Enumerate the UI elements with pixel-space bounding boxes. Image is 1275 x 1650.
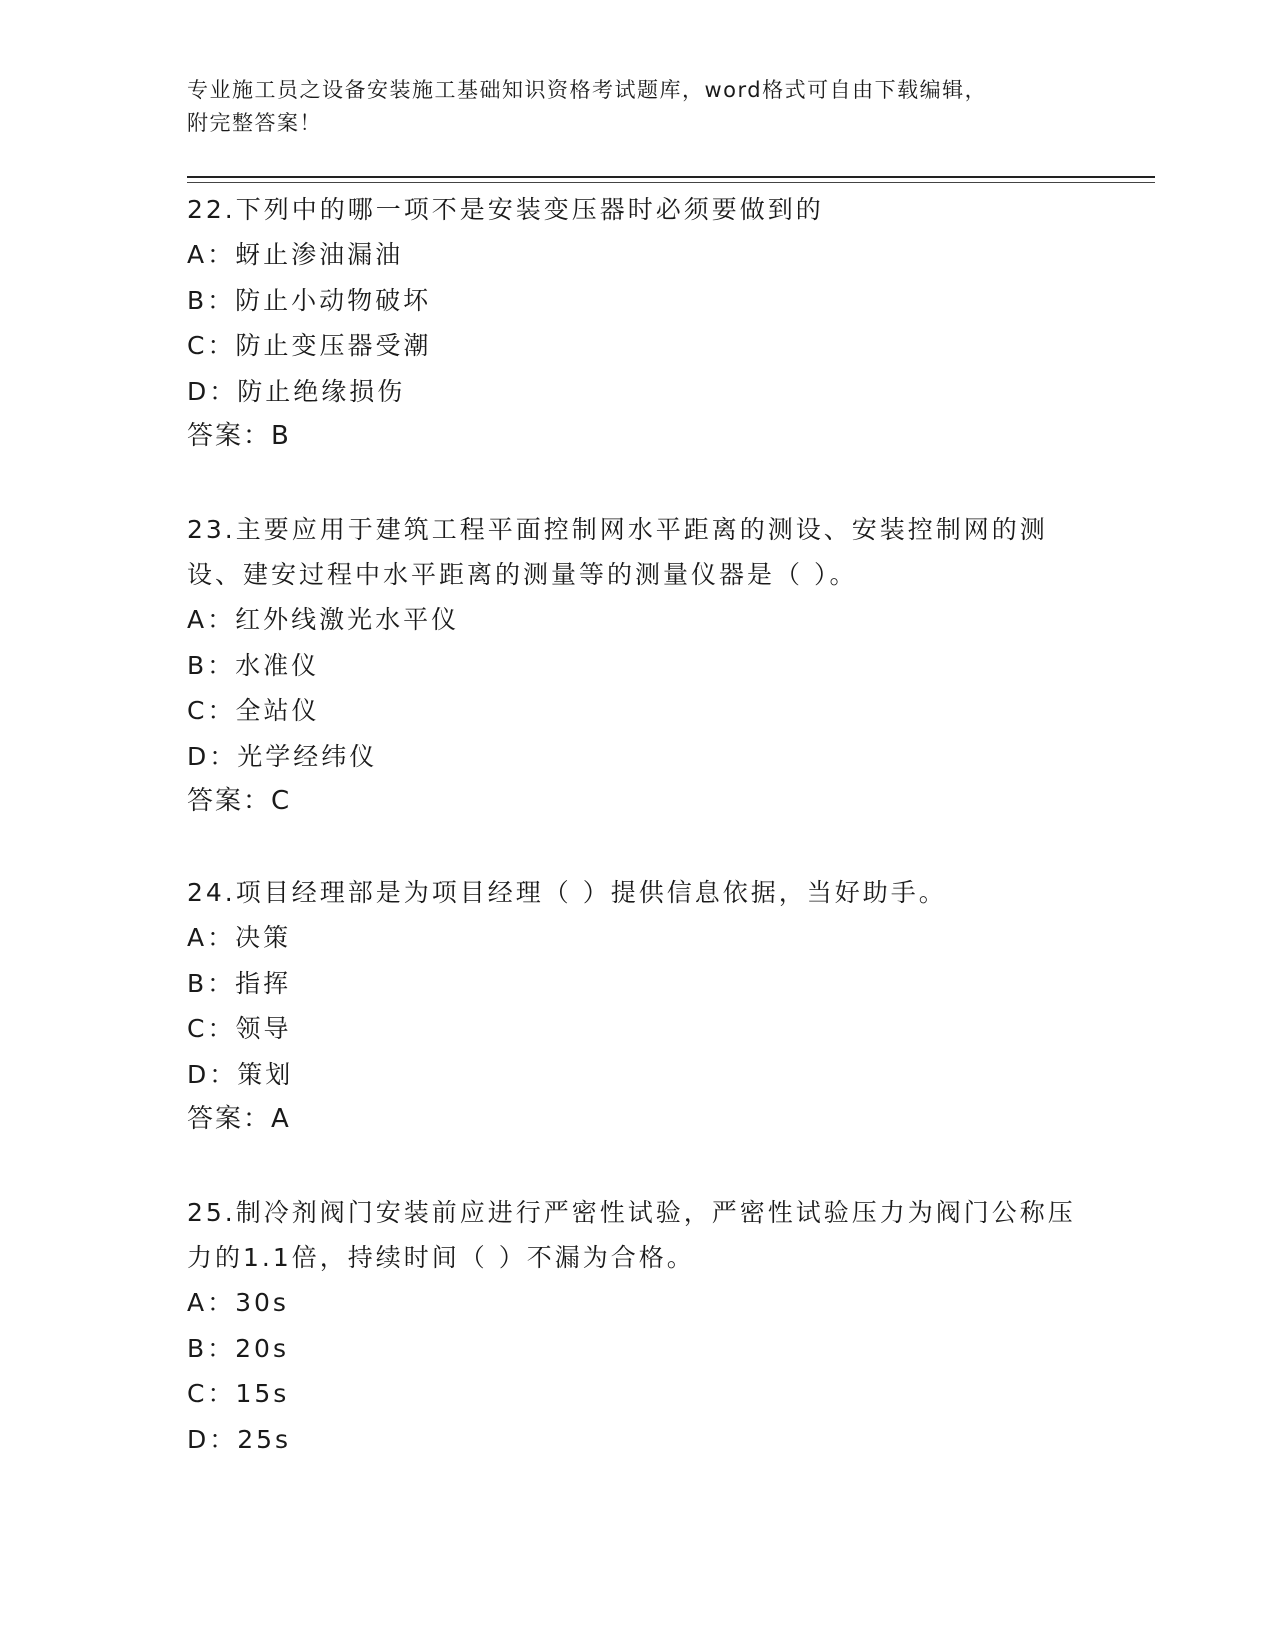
question-22 xyxy=(187,187,1087,459)
question-stem: 24.项目经理部是为项目经理（ ）提供信息依据，当好助手。 xyxy=(187,878,947,907)
option-a: A：红外线激光水平仪 xyxy=(187,605,460,634)
option-d: D：防止绝缘损伤 xyxy=(187,376,406,406)
header-divider-thick xyxy=(187,176,1155,178)
question-stem: 25.制冷剂阀门安装前应进行严密性试验，严密性试验压力为阀门公称压力的1.1倍，持续时间（ ）不漏为合格。 xyxy=(187,1198,1076,1272)
question-24 xyxy=(187,870,1087,1142)
option-c: C：防止变压器受潮 xyxy=(187,331,432,360)
answer-line: 答案：B xyxy=(187,421,291,451)
option-d: D：25s xyxy=(187,1424,292,1454)
answer-line: 答案：C xyxy=(187,786,292,816)
option-b: B：水准仪 xyxy=(187,650,320,680)
option-a: A：决策 xyxy=(187,923,292,952)
question-23 xyxy=(187,507,1087,824)
option-d: D：光学经纬仪 xyxy=(187,741,378,771)
option-c: C：15s xyxy=(187,1379,290,1408)
option-d: D：策划 xyxy=(187,1059,294,1089)
option-b: B：20s xyxy=(187,1333,289,1363)
question-25 xyxy=(187,1190,1087,1462)
option-c: C：领导 xyxy=(187,1014,292,1043)
option-a: A：30s xyxy=(187,1288,289,1317)
question-stem: 23.主要应用于建筑工程平面控制网水平距离的测设、安装控制网的测设、建安过程中水平距离的测量等的测量仪器是（ ）。 xyxy=(187,515,1048,589)
header-line-1: 专业施工员之设备安装施工基础知识资格考试题库，word格式可自由下载编辑， xyxy=(187,78,988,102)
header-divider-thin xyxy=(187,182,1155,183)
answer-line: 答案：A xyxy=(187,1104,291,1134)
document-header xyxy=(187,74,1087,140)
option-c: C：全站仪 xyxy=(187,696,320,725)
question-stem: 22.下列中的哪一项不是安装变压器时必须要做到的 xyxy=(187,195,824,224)
header-line-2: 附完整答案！ xyxy=(187,111,322,135)
option-a: A：蚜止渗油漏油 xyxy=(187,240,404,269)
option-b: B：防止小动物破坏 xyxy=(187,285,432,315)
option-b: B：指挥 xyxy=(187,968,292,998)
